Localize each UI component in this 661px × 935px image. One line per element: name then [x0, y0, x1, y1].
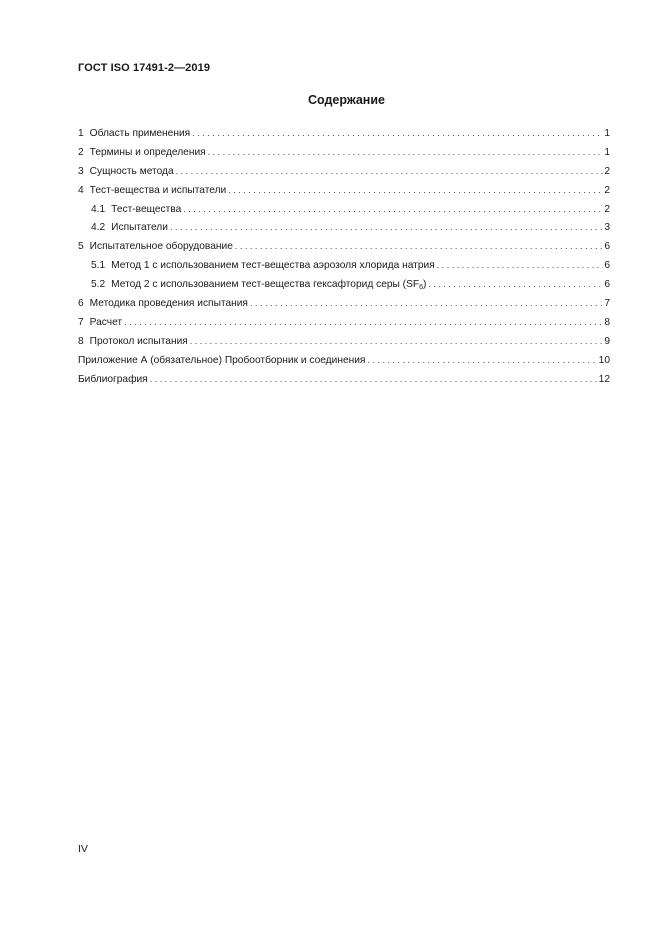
toc-entry-number: 6 [78, 298, 84, 310]
toc-entry-number: 8 [78, 335, 84, 347]
toc-subentry[interactable] [78, 256, 610, 275]
toc-entry-label: Термины и определения [89, 146, 206, 158]
toc-entry-page: 6 [604, 260, 610, 272]
toc-entry-number: 2 [78, 146, 84, 158]
toc-entry-page: 2 [604, 184, 610, 196]
toc-entry[interactable] [78, 294, 610, 313]
dot-leader [228, 181, 603, 200]
toc-entry-label: Расчет [89, 316, 123, 328]
toc-entry-label: Сущность метода [89, 165, 174, 177]
dot-leader [183, 200, 603, 219]
toc-entry-number: 4.2 [91, 222, 106, 234]
toc-entry-label: Испытательное оборудование [89, 241, 233, 253]
toc-entry-number: 5 [78, 241, 84, 253]
toc-entry[interactable] [78, 143, 610, 162]
toc-entry-page: 6 [604, 279, 610, 291]
dot-leader [176, 162, 604, 181]
dot-leader [437, 256, 604, 275]
toc-entry-label [111, 276, 426, 295]
dot-leader [208, 143, 604, 162]
toc-subentry[interactable] [78, 200, 610, 219]
toc-entry-label: Приложение А (обязательное) Пробоотборник и соединения [78, 354, 366, 366]
toc-entry-number: 1 [78, 128, 84, 139]
toc-entry[interactable] [78, 181, 610, 200]
dot-leader [367, 351, 597, 370]
toc-entry-label: Тест-вещества и испытатели [89, 184, 227, 196]
toc-entry-number: 3 [78, 165, 84, 177]
toc-entry-page: 6 [604, 241, 610, 253]
toc-entry-label: Методика проведения испытания [89, 298, 248, 310]
toc-entry-annex[interactable] [78, 351, 610, 370]
toc-entry[interactable] [78, 237, 610, 256]
subscript-six: 6 [419, 284, 423, 292]
toc-entry-label: Тест-вещества [111, 203, 182, 215]
page-number: IV [78, 843, 88, 855]
toc-title: Содержание [307, 93, 385, 107]
toc-entry-page: 7 [604, 298, 610, 310]
toc-entry[interactable] [78, 313, 610, 332]
toc-entry-page: 8 [604, 316, 610, 328]
toc-entry-page: 3 [604, 222, 610, 234]
toc-entry-number: 5.1 [91, 260, 106, 272]
toc-entry-bibliography[interactable] [78, 370, 610, 389]
toc-subentry[interactable] [78, 275, 610, 294]
toc-entry-page: 12 [598, 373, 610, 385]
toc-entry-number: 4.1 [91, 203, 106, 215]
dot-leader [124, 313, 603, 332]
toc-entry[interactable] [78, 332, 610, 351]
toc-entry-label-main: Метод 2 с использованием тест-вещества гексафторид серы (SF [111, 279, 420, 291]
toc-entry-page: 9 [604, 335, 610, 347]
toc-entry-label: Испытатели [111, 222, 168, 234]
toc-subentry[interactable] [78, 218, 610, 237]
toc-entry-label: Метод 1 с использованием тест-вещества аэрозоля хлорида натрия [111, 260, 435, 272]
table-of-contents [78, 124, 610, 388]
toc-entry-page: 2 [604, 165, 610, 177]
dot-leader [192, 124, 603, 143]
toc-entry-label-tail: ) [423, 279, 427, 291]
dot-leader [190, 332, 604, 351]
toc-entry-number: 5.2 [91, 279, 106, 291]
dot-leader [170, 218, 603, 237]
toc-entry[interactable] [78, 162, 610, 181]
toc-entry-page: 2 [604, 203, 610, 215]
standard-header: ГОСТ ISO 17491-2—2019 [78, 62, 211, 74]
dot-leader [250, 294, 603, 313]
toc-entry-label: Библиография [78, 373, 148, 385]
toc-entry[interactable] [78, 124, 610, 143]
toc-entry-page: 1 [604, 128, 610, 139]
dot-leader [235, 237, 603, 256]
toc-entry-number: 4 [78, 184, 84, 196]
toc-entry-page: 1 [604, 146, 610, 158]
toc-entry-page: 10 [598, 354, 610, 366]
toc-entry-label: Протокол испытания [89, 335, 188, 347]
toc-entry-label: Область применения [89, 128, 191, 139]
toc-entry-number: 7 [78, 316, 84, 328]
dot-leader [150, 370, 598, 389]
dot-leader [428, 275, 603, 294]
